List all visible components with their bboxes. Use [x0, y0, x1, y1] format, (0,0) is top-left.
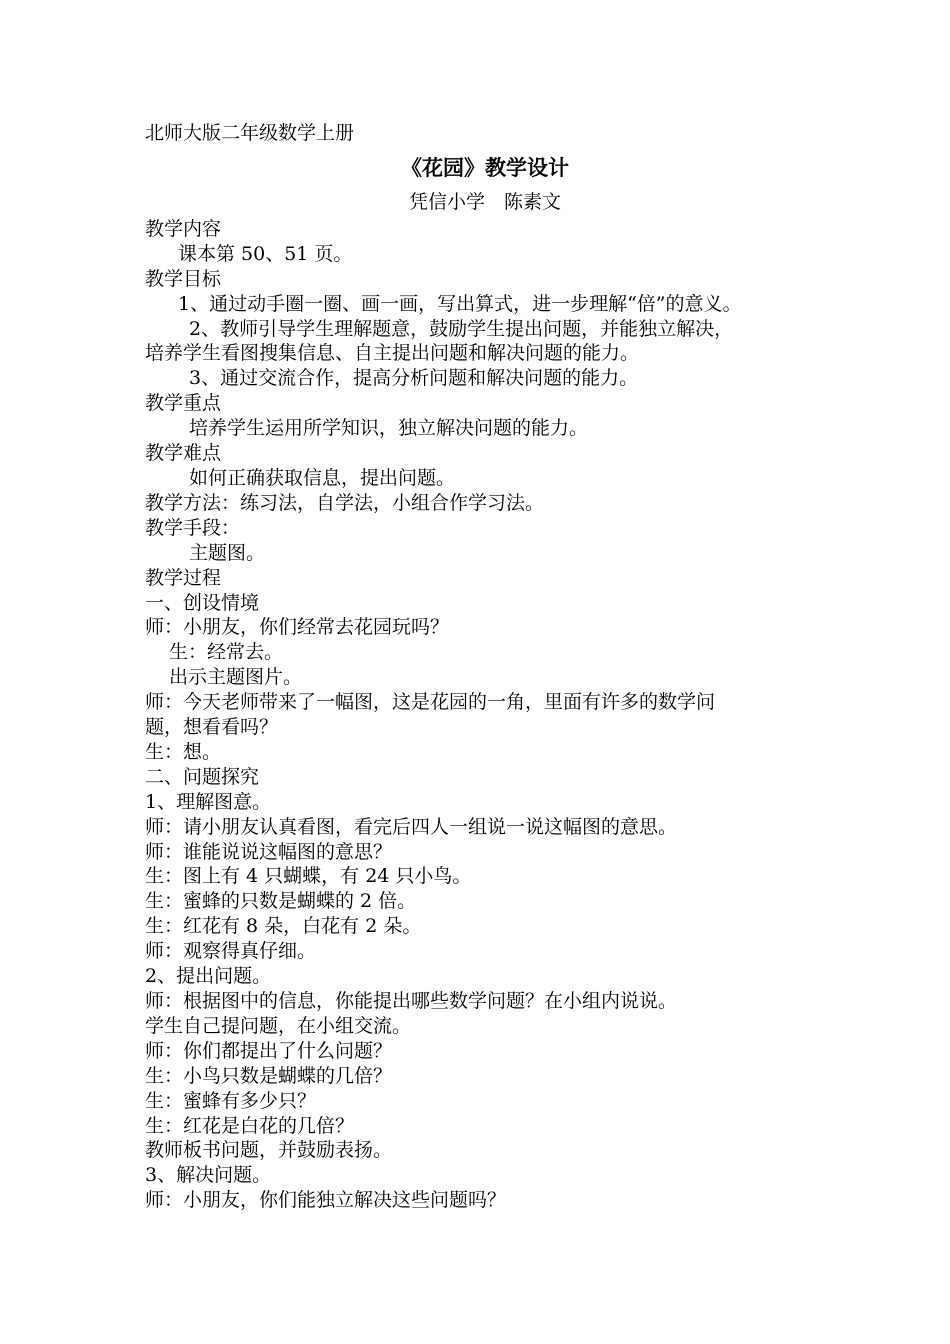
- text-line: 教学过程: [145, 566, 222, 589]
- text-line: 师：小朋友，你们经常去花园玩吗？: [145, 616, 450, 639]
- text-line: 师：今天老师带来了一幅图，这是花园的一角，里面有许多的数学问: [145, 691, 716, 714]
- text-line: 题，想看看吗？: [145, 716, 279, 739]
- text-line: 学生自己提问题，在小组交流。: [145, 1014, 412, 1037]
- text-line: 出示主题图片。: [169, 666, 303, 689]
- document-author: 凭信小学 陈素文: [408, 190, 561, 213]
- text-line: 教学重点: [145, 392, 222, 415]
- text-line: 1、理解图意。: [145, 790, 272, 813]
- document-header: 北师大版二年级数学上册: [145, 122, 355, 144]
- text-line: 生：想。: [145, 740, 222, 763]
- text-line: 2、提出问题。: [145, 965, 272, 988]
- document-content: [145, 217, 825, 1213]
- text-line: 生：红花是白花的几倍？: [145, 1114, 355, 1137]
- text-line: 2、教师引导学生理解题意，鼓励学生提出问题，并能独立解决，: [189, 317, 734, 340]
- text-line: 师：请小朋友认真看图，看完后四人一组说一说这幅图的意思。: [145, 815, 678, 838]
- text-line: 一、创设情境: [145, 591, 260, 614]
- document-body: [145, 121, 825, 1213]
- text-line: 主题图。: [189, 541, 266, 564]
- text-line: 师：小朋友，你们能独立解决这些问题吗？: [145, 1189, 507, 1212]
- text-line: 师：谁能说说这幅图的意思？: [145, 840, 393, 863]
- text-line: 1、通过动手圈一圈、画一画，写出算式，进一步理解“倍”的意义。: [178, 292, 742, 315]
- text-line: 师：你们都提出了什么问题？: [145, 1039, 393, 1062]
- text-line: 如何正确获取信息，提出问题。: [189, 466, 456, 489]
- text-line: 教学手段：: [145, 516, 241, 539]
- text-line: 教学目标: [145, 267, 222, 290]
- text-line: 培养学生看图搜集信息、自主提出问题和解决问题的能力。: [145, 342, 640, 365]
- text-line: 生：红花有 8 朵，白花有 2 朵。: [145, 915, 422, 938]
- text-line: 生：图上有 4 只蝴蝶，有 24 只小鸟。: [145, 865, 472, 888]
- text-line: 培养学生运用所学知识，独立解决问题的能力。: [189, 417, 589, 440]
- text-line: 教学内容: [145, 217, 222, 240]
- text-line: 教师板书问题，并鼓励表扬。: [145, 1139, 393, 1162]
- document-title: 《花园》教学设计: [401, 154, 569, 180]
- text-line: 生：蜜蜂有多少只？: [145, 1089, 317, 1112]
- text-line: 师：根据图中的信息，你能提出哪些数学问题？在小组内说说。: [145, 990, 678, 1012]
- text-line: 生：经常去。: [169, 641, 284, 664]
- text-line: 教学方法：练习法，自学法，小组合作学习法。: [145, 491, 545, 514]
- text-line: 生：小鸟只数是蝴蝶的几倍？: [145, 1064, 393, 1087]
- text-line: 生：蜜蜂的只数是蝴蝶的 2 倍。: [145, 890, 417, 913]
- text-line: 师：观察得真仔细。: [145, 940, 317, 963]
- text-line: 3、解决问题。: [145, 1164, 272, 1187]
- text-line: 教学难点: [145, 442, 222, 465]
- text-line: 3、通过交流合作，提高分析问题和解决问题的能力。: [189, 367, 639, 390]
- text-line: 二、问题探究: [145, 765, 260, 788]
- text-line: 课本第 50、51 页。: [178, 242, 353, 265]
